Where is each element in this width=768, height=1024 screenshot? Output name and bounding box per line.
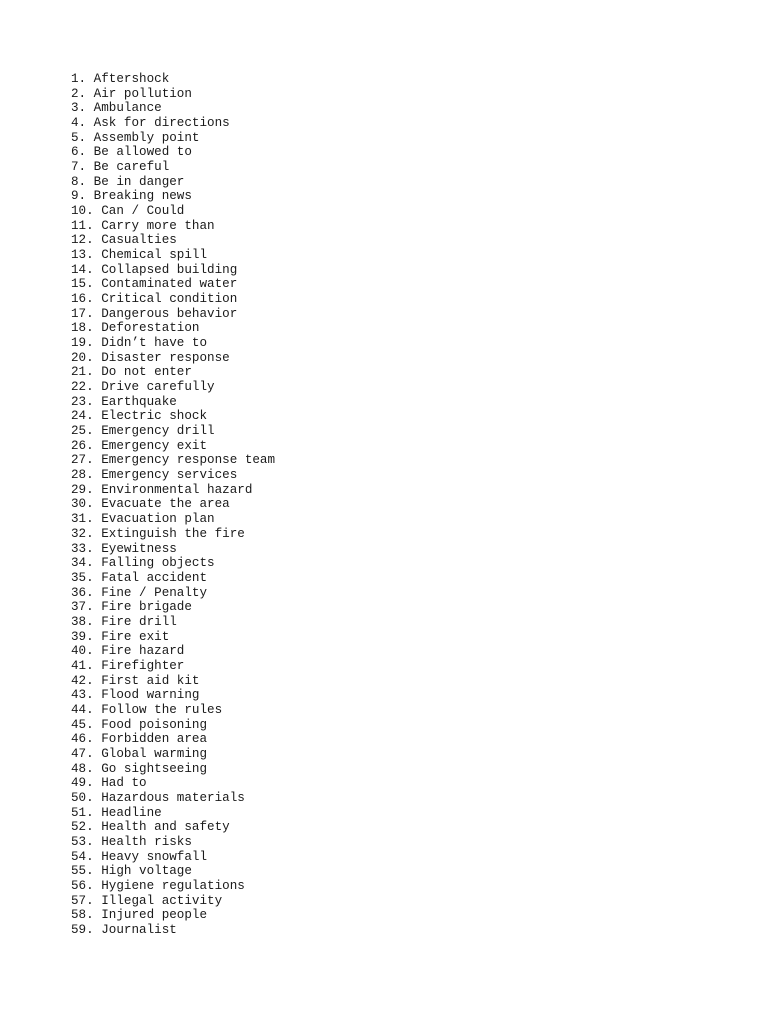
list-item: 7. Be careful: [71, 160, 170, 175]
list-item: 53. Health risks: [71, 834, 192, 849]
list-item: 18. Deforestation: [71, 321, 200, 336]
list-item: 10. Can / Could: [71, 204, 185, 219]
list-item: 59. Journalist: [71, 922, 177, 937]
list-item: 44. Follow the rules: [71, 702, 223, 717]
list-item: 27. Emergency response team: [71, 453, 276, 468]
list-item: 17. Dangerous behavior: [71, 306, 238, 321]
list-item: 38. Fire drill: [71, 614, 177, 629]
list-item: 11. Carry more than: [71, 218, 215, 233]
list-item: 52. Health and safety: [71, 820, 230, 835]
list-item: 30. Evacuate the area: [71, 497, 230, 512]
list-item: 45. Food poisoning: [71, 717, 208, 732]
list-item: 47. Global warming: [71, 746, 208, 761]
list-item: 25. Emergency drill: [71, 424, 215, 439]
list-item: 13. Chemical spill: [71, 248, 208, 263]
list-item: 43. Flood warning: [71, 688, 200, 703]
list-item: 42. First aid kit: [71, 673, 200, 688]
list-item: 9. Breaking news: [71, 189, 192, 204]
list-item: 32. Extinguish the fire: [71, 526, 245, 541]
list-item: 14. Collapsed building: [71, 262, 238, 277]
list-item: 55. High voltage: [71, 864, 192, 879]
list-item: 16. Critical condition: [71, 292, 238, 307]
list-item: 2. Air pollution: [71, 86, 192, 101]
list-item: 36. Fine / Penalty: [71, 585, 208, 600]
list-item: 48. Go sightseeing: [71, 761, 208, 776]
list-item: 29. Environmental hazard: [71, 482, 253, 497]
list-item: 54. Heavy snowfall: [71, 849, 208, 864]
list-item: 31. Evacuation plan: [71, 512, 215, 527]
list-item: 20. Disaster response: [71, 350, 230, 365]
list-item: 58. Injured people: [71, 908, 208, 923]
list-item: 33. Eyewitness: [71, 541, 177, 556]
list-item: 4. Ask for directions: [71, 116, 230, 131]
list-item: 50. Hazardous materials: [71, 790, 245, 805]
document-page: [71, 72, 731, 938]
list-item: 34. Falling objects: [71, 556, 215, 571]
list-item: 12. Casualties: [71, 233, 177, 248]
list-item: 46. Forbidden area: [71, 732, 208, 747]
list-item: 28. Emergency services: [71, 468, 238, 483]
list-item: 51. Headline: [71, 805, 162, 820]
list-item: 37. Fire brigade: [71, 600, 192, 615]
list-item: 57. Illegal activity: [71, 893, 223, 908]
list-item: 41. Firefighter: [71, 658, 185, 673]
list-item: 3. Ambulance: [71, 101, 162, 116]
list-item: 21. Do not enter: [71, 365, 192, 380]
list-item: 8. Be in danger: [71, 174, 185, 189]
list-item: 1. Aftershock: [71, 72, 170, 86]
list-item: 24. Electric shock: [71, 409, 208, 424]
list-item: 56. Hygiene regulations: [71, 878, 245, 893]
vocabulary-list: [71, 72, 731, 938]
list-item: 26. Emergency exit: [71, 438, 208, 453]
list-item: 40. Fire hazard: [71, 644, 185, 659]
list-item: 15. Contaminated water: [71, 277, 238, 292]
list-item: 22. Drive carefully: [71, 380, 215, 395]
list-item: 19. Didn’t have to: [71, 336, 208, 351]
list-item: 5. Assembly point: [71, 130, 200, 145]
list-item: 35. Fatal accident: [71, 570, 208, 585]
list-item: 23. Earthquake: [71, 394, 177, 409]
list-item: 49. Had to: [71, 776, 147, 791]
list-item: 39. Fire exit: [71, 629, 170, 644]
list-item: 6. Be allowed to: [71, 145, 192, 160]
